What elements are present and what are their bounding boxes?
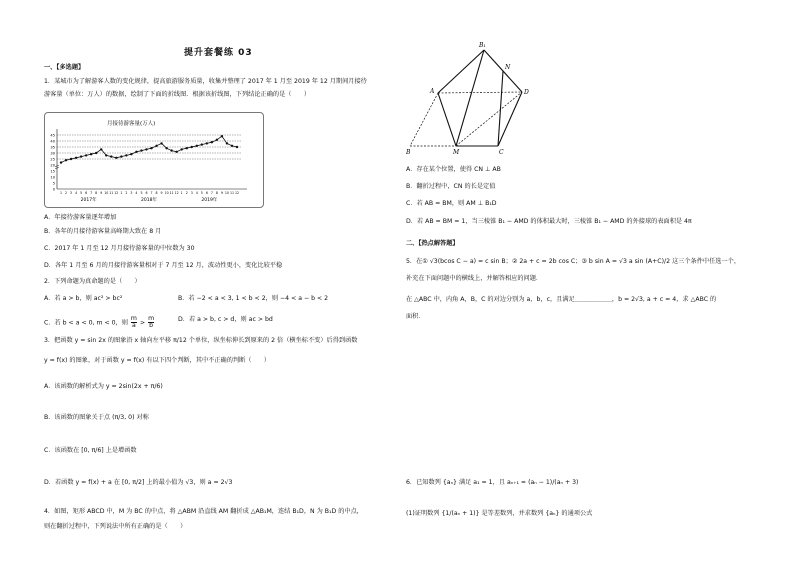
line-chart-frame	[44, 112, 264, 208]
q1-stem-line1: 1．某城市为了解游客人数的变化规律，提高旅游服务质量，收集并整理了 2017 年 1 月至 2019 年 12 月期间月接待	[44, 78, 367, 85]
edge-ad	[438, 92, 522, 93]
x-tick-label: 5	[200, 191, 203, 195]
q2-option-d: D．若 a > b, c > d，则 ac > bd	[178, 316, 273, 323]
page-title: 提升套餐练 03	[184, 48, 253, 58]
data-point	[226, 142, 228, 144]
x-tick-label: 8	[215, 191, 218, 195]
q4-option-a: A．存在某个位置，使得 CN ⊥ AB	[406, 166, 501, 173]
data-point	[95, 152, 97, 154]
q5-stem-line3: 在 △ABC 中，内角 A，B，C 的对边分别为 a，b，c，且满足＿＿＿＿＿＿，b = 2√3, a + c = 4，求 △ABC 的	[406, 296, 717, 303]
q1-option-b: B．各年的月接待游客量高峰期大致在 8 月	[44, 228, 162, 235]
y-tick-label: 40	[50, 139, 55, 144]
label-a: A	[430, 88, 435, 95]
year-label: 2019年	[201, 198, 218, 203]
label-c: C	[499, 149, 504, 156]
x-tick-label: 12	[174, 191, 179, 195]
data-point	[70, 158, 72, 160]
x-tick-label: 3	[130, 191, 133, 195]
edge-b1m	[456, 50, 484, 146]
x-tick-label: 5	[140, 191, 143, 195]
data-point	[170, 149, 172, 151]
data-point	[196, 145, 198, 147]
label-d: D	[524, 89, 529, 96]
data-point	[110, 155, 112, 157]
data-point	[120, 155, 122, 157]
data-point	[180, 148, 182, 150]
data-point	[175, 151, 177, 153]
data-point	[105, 154, 107, 156]
x-tick-label: 7	[90, 191, 93, 195]
q6-part1: (1)证明数列 {1/(aₙ + 1)} 是等差数列，并求数列 {aₙ} 的通项公式	[406, 510, 593, 517]
data-point	[191, 146, 193, 148]
x-tick-label: 2	[125, 191, 128, 195]
q4-option-b: B．翻折过程中，CN 的长是定值	[406, 183, 496, 190]
q2-c-gt: >	[139, 319, 146, 327]
data-point	[236, 146, 238, 148]
q5-stem-line4: 面积．	[406, 313, 425, 320]
data-point	[206, 142, 208, 144]
data-point	[90, 153, 92, 155]
q3-option-c: C．该函数在 [0, π/6] 上是增函数	[44, 447, 137, 454]
x-tick-label: 1	[59, 191, 63, 195]
x-tick-label: 1	[120, 191, 123, 195]
x-tick-label: 5	[80, 191, 83, 195]
data-point	[211, 141, 213, 143]
data-point	[201, 143, 203, 145]
x-tick-label: 7	[210, 191, 213, 195]
x-tick-label: 8	[95, 191, 98, 195]
x-tick-label: 10	[104, 191, 109, 195]
x-tick-label: 7	[150, 191, 153, 195]
data-point	[130, 153, 132, 155]
q4-option-c: C．若 AB = BM，则 AM ⊥ B₁D	[406, 200, 497, 207]
edge-am	[438, 93, 456, 146]
data-point	[75, 157, 77, 159]
data-point	[140, 149, 142, 151]
chart-title: 月接待游客量(万人)	[107, 121, 156, 127]
q2-option-b: B．若 −2 < a < 3, 1 < b < 2，则 −4 < a − b < 2	[178, 295, 329, 302]
q2-stem: 2．下列命题为真命题的是（ ）	[44, 278, 141, 285]
data-point	[135, 151, 137, 153]
q2-option-c	[44, 316, 155, 329]
x-tick-label: 6	[85, 191, 88, 195]
data-point	[165, 147, 167, 149]
q6-stem-line1: 6．已知数列 {aₙ} 满足 a₁ = 1，且 aₙ₊₁ = (aₙ − 1)/(aₙ + 3)	[406, 479, 579, 486]
label-b: B	[406, 149, 411, 156]
q1-stem-line2: 游客量（单位：万人）的数据，绘制了下面的折线图．根据该折线图，下列结论正确的是（ ）	[44, 91, 311, 98]
x-tick-label: 9	[220, 191, 223, 195]
q2-c-frac1-den: a	[132, 322, 136, 329]
q3-option-b: B．该函数的图象关于点 (π/3, 0) 对称	[44, 414, 149, 421]
edge-ab1	[438, 50, 484, 93]
y-tick-label: 30	[50, 151, 55, 156]
data-point	[155, 145, 157, 147]
q2-option-a: A．若 a > b，则 ac² > bc²	[44, 295, 123, 302]
y-tick-label: 10	[50, 175, 55, 180]
q1-option-d: D．各年 1 月至 6 月的月接待游客量相对于 7 月至 12 月，波动性更小，变化比较平稳	[44, 262, 283, 269]
label-b1: B₁	[479, 42, 486, 49]
q1-option-a: A．年接待游客量逐年增加	[44, 214, 117, 221]
q3-option-d: D．若函数 y = f(x) + a 在 [0, π/2] 上的最小值为 √3，则 a = 2√3	[44, 479, 233, 486]
data-point	[65, 159, 67, 161]
x-tick-label: 11	[169, 191, 174, 195]
year-label: 2018年	[141, 198, 157, 203]
data-point	[125, 154, 127, 156]
x-tick-label: 4	[135, 191, 138, 195]
q2-c-frac2-num: m	[148, 315, 155, 322]
y-tick-label: 5	[52, 181, 55, 186]
data-point	[231, 145, 233, 147]
q5-stem-line2: 补充在下面问题中的横线上，并解答相应的问题．	[406, 275, 543, 282]
data-point	[221, 135, 223, 137]
q5-stem-line1: 5．在① √3(bcos C − a) = c sin B；② 2a + c = 2b cos C；③ b sin A = √3 a sin (A+C)/2 这三个条件中任选一个，	[406, 258, 741, 265]
q2-option-c-prefix: C．若 b < a < 0, m < 0，则	[44, 319, 128, 327]
q3-stem-line1: 3．把函数 y = sin 2x 的图象沿 x 轴向左平移 π/12 个单位，纵坐标伸长到原来的 2 倍（横坐标不变）后得到函数	[44, 337, 358, 344]
x-tick-label: 3	[190, 191, 193, 195]
data-point	[186, 147, 188, 149]
y-tick-label: 20	[50, 163, 55, 168]
x-tick-label: 4	[75, 191, 78, 195]
x-tick-label: 6	[205, 191, 208, 195]
x-tick-label: 9	[100, 191, 103, 195]
data-point	[85, 154, 87, 156]
q2-c-frac2-den: b	[149, 322, 154, 329]
q4-stem-line1: 4．如图，矩形 ABCD 中，M 为 BC 的中点，将 △ABM 沿直线 AM 翻折成 △AB₁M，连结 B₁D，N 为 B₁D 的中点，	[44, 508, 363, 515]
x-tick-label: 10	[224, 191, 229, 195]
label-m: M	[453, 149, 460, 156]
y-tick-label: 35	[50, 145, 55, 150]
x-tick-label: 11	[229, 191, 235, 195]
q4-stem-line2: 则在翻折过程中，下列说法中所有正确的是（ ）	[44, 523, 187, 530]
data-point	[115, 157, 117, 159]
y-tick-label: 25	[50, 157, 55, 162]
year-label: 2017年	[80, 198, 97, 203]
data-point	[145, 148, 147, 150]
data-point	[150, 147, 152, 149]
x-tick-label: 11	[109, 191, 114, 195]
x-tick-label: 9	[160, 191, 163, 195]
x-tick-label: 8	[155, 191, 158, 195]
data-point	[160, 142, 162, 144]
data-point	[100, 148, 102, 150]
section-heading-answer: 二、【热点解答题】	[406, 240, 459, 247]
section-heading-multiple-choice: 一、【多选题】	[44, 64, 85, 71]
x-tick-label: 12	[114, 191, 119, 195]
q2-c-frac1-num: m	[130, 315, 137, 322]
data-point	[60, 161, 62, 163]
data-point	[216, 139, 218, 141]
x-tick-label: 4	[195, 191, 198, 195]
line-chart	[45, 113, 263, 207]
data-point	[80, 155, 82, 157]
edge-md	[456, 92, 522, 146]
x-tick-label: 3	[70, 191, 73, 195]
q4-option-d: D．若 AB = BM = 1，当三棱锥 B₁ − AMD 的体积最大时，三棱锥 B₁ − AMD 的外接球的表面积是 4π	[406, 218, 692, 225]
label-n: N	[505, 64, 511, 71]
x-tick-label: 6	[145, 191, 148, 195]
x-tick-label: 2	[65, 191, 68, 195]
series-line	[61, 136, 237, 162]
edge-ab	[410, 93, 438, 146]
y-tick-label: 45	[50, 133, 55, 138]
q3-option-a: A．该函数的解析式为 y = 2sin(2x + π/6)	[44, 383, 163, 390]
folding-rectangle-figure	[406, 40, 536, 158]
q3-stem-line2: y = f(x) 的图象，对于函数 y = f(x) 有以下四个判断，其中不正确的判断（ ）	[44, 357, 271, 364]
q1-option-c: C．2017 年 1 月至 12 月月接待游客量的中位数为 30	[44, 245, 195, 252]
x-tick-label: 12	[234, 191, 240, 195]
y-tick-label: 15	[50, 169, 55, 174]
x-tick-label: 1	[180, 191, 183, 195]
y-tick-label: 0	[52, 187, 55, 192]
x-tick-label: 10	[164, 191, 169, 195]
x-tick-label: 2	[185, 191, 188, 195]
